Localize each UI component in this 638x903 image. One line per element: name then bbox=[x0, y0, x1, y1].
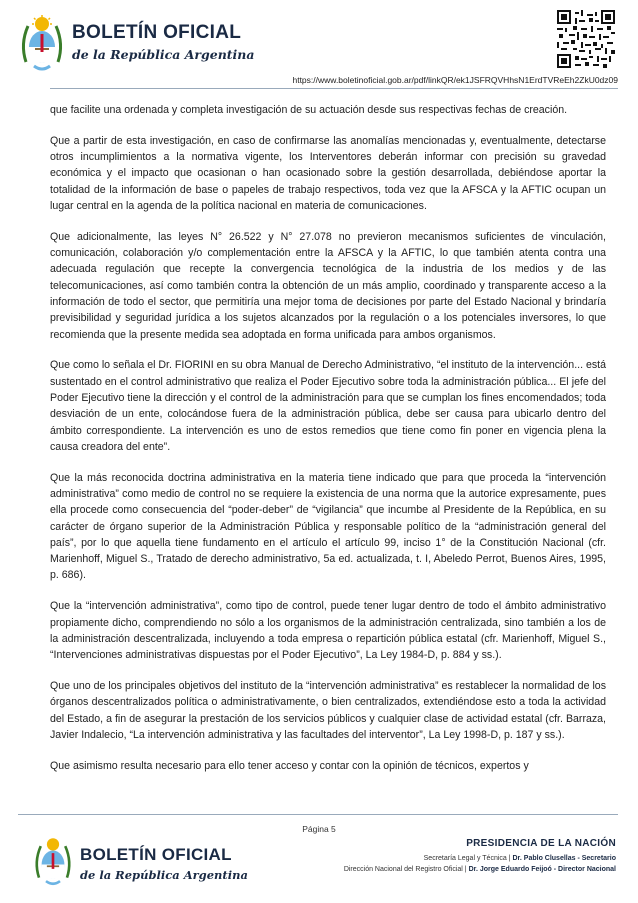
footer-credit-person: Dr. Pablo Clusellas - Secretario bbox=[512, 855, 616, 862]
footer-credits bbox=[344, 838, 616, 875]
footer-credit-office: Secretaría Legal y Técnica | bbox=[423, 855, 513, 862]
footer-credit-person: Dr. Jorge Eduardo Feijoó - Director Nacional bbox=[468, 866, 616, 873]
presidencia-heading: PRESIDENCIA DE LA NACIÓN bbox=[466, 838, 616, 849]
footer-brand-subtitle: de la República Argentina bbox=[80, 868, 248, 882]
footer-logo bbox=[32, 835, 248, 895]
argentina-coat-of-arms-icon bbox=[32, 835, 74, 887]
footer-divider bbox=[18, 814, 618, 815]
paragraph: Que a partir de esta investigación, en caso de confirmarse las anomalías mencionadas y, eventualmente, detectarse otros incumplimientos a la normativa vigente, los Interventores deberán informar con precisión su gravedad económica y el impacto que ocasionan o han ocasionado sobre la gestión desarrollada, debiéndose aportar la totalidad de la información de base o papeles de trabajo respectivos, toda vez que la AFSCA y la AFTIC ocupan un lugar central en la agenda de la política nacional en materia de comunicaciones. bbox=[50, 134, 606, 212]
paragraph: Que asimismo resulta necesario para ello tener acceso y contar con la opinión de técnicos, expertos y bbox=[50, 759, 529, 772]
paragraph: Que como lo señala el Dr. FIORINI en su obra Manual de Derecho Administrativo, “el instituto de la intervención... está sustentado en el control administrativo que realiza el Poder Ejecutivo sobre toda la administración pública... El jefe del Poder Ejecutivo tiene la dirección y el control de la administración para que se cumplan los fines encomendados; toda desviación de un ente, colocándose fuera de la administración pública, debe ser causa para ubicarlo dentro del ámbito correspondiente. La intervención es uno de estos remedios que tiene como fin poner en vigencia plena la causa creadora del ente”. bbox=[50, 359, 606, 453]
footer-brand-title: BOLETÍN OFICIAL bbox=[80, 845, 232, 864]
footer-credit-line bbox=[344, 853, 616, 864]
page-number: Página 5 bbox=[302, 824, 336, 834]
footer-credit-line bbox=[344, 864, 616, 875]
paragraph: que facilite una ordenada y completa investigación de su actuación desde sus respectivas fechas de creación. bbox=[50, 104, 568, 116]
argentina-coat-of-arms-icon bbox=[18, 14, 66, 72]
qr-code-icon bbox=[557, 10, 615, 68]
header-logo bbox=[18, 14, 255, 74]
document-body bbox=[50, 102, 606, 788]
paragraph: Que adicionalmente, las leyes N° 26.522 y N° 27.078 no previeron mecanismos suficientes de vinculación, comunicación, colaboración y/o complementación entre la AFSCA y la AFTIC, lo que también atenta contra una adecuada regulación que recepte la convergencia tecnológica de la industria de los medios y de las telecomunicaciones, así como también contra la obtención de un más amplio, coordinado y transparente acceso a la información de todo el sector, que permitiría una mejor toma de decisiones por parte del Estado Nacional y brindaría previsibilidad y seguridad jurídica a los sujetos alcanzados por la regulación o a los potenciales inversores, lo que recomienda que la presente medida sea adoptada en forma unificada para ambos organismos. bbox=[50, 230, 606, 341]
document-url[interactable]: https://www.boletinoficial.gob.ar/pdf/linkQR/ek1JSFRQVHhsN1ErdTVReEh2ZkU0dz09 bbox=[292, 75, 618, 85]
paragraph: Que la “intervención administrativa”, como tipo de control, puede tener lugar dentro de todo el ámbito administrativo propiamente dicho, comprendiendo no sólo a los organismos de la administración centralizada, sino también a los de la administración descentralizada, incluyendo a toda empresa o repartición pública estatal (cfr. Marienhoff, Miguel S., “Intervenciones administrativas dispuestas por el Poder Ejecutivo”, La Ley 1984-D, p. 884 y ss.). bbox=[50, 600, 606, 662]
brand-subtitle: de la República Argentina bbox=[72, 47, 255, 62]
header-divider bbox=[50, 88, 618, 89]
paragraph: Que la más reconocida doctrina administrativa en la materia tiene indicado que para que proceda la “intervención administrativa” como medio de control no se requiere la existencia de una norma que la autorice expresamente, pues ella procede como consecuencia del “poder-deber” de “vigilancia” que incumbe al Presidente de la República, en su carácter de órgano superior de la Administración Pública y responsable político de la “administración general del país”, por lo que aquella tiene fundamento en el artículo el artículo 99, inciso 1° de la Constitución Nacional (cfr. Marienhoff, Miguel S., Tratado de derecho administrativo, 5a ed. actualizada, t. I, Abeledo Perrot, Buenos Aires, 1995, p. 686). bbox=[50, 471, 606, 582]
footer-credit-office: Dirección Nacional del Registro Oficial | bbox=[343, 866, 469, 873]
paragraph: Que uno de los principales objetivos del instituto de la “intervención administrativa” es restablecer la normalidad de los órganos descentralizados política o administrativamente, o bien centralizados, extendiéndose esto a toda la actividad del Estado, a fin de asegurar la prestación de los servicios públicos y cualquier clase de actividad estatal (cfr. Barraza, Javier Indalecio, “La intervención administrativa y las facultades del interventor”, La Ley 1998-D, p. 187 y ss.). bbox=[50, 679, 606, 741]
brand-title: BOLETÍN OFICIAL bbox=[72, 22, 242, 43]
